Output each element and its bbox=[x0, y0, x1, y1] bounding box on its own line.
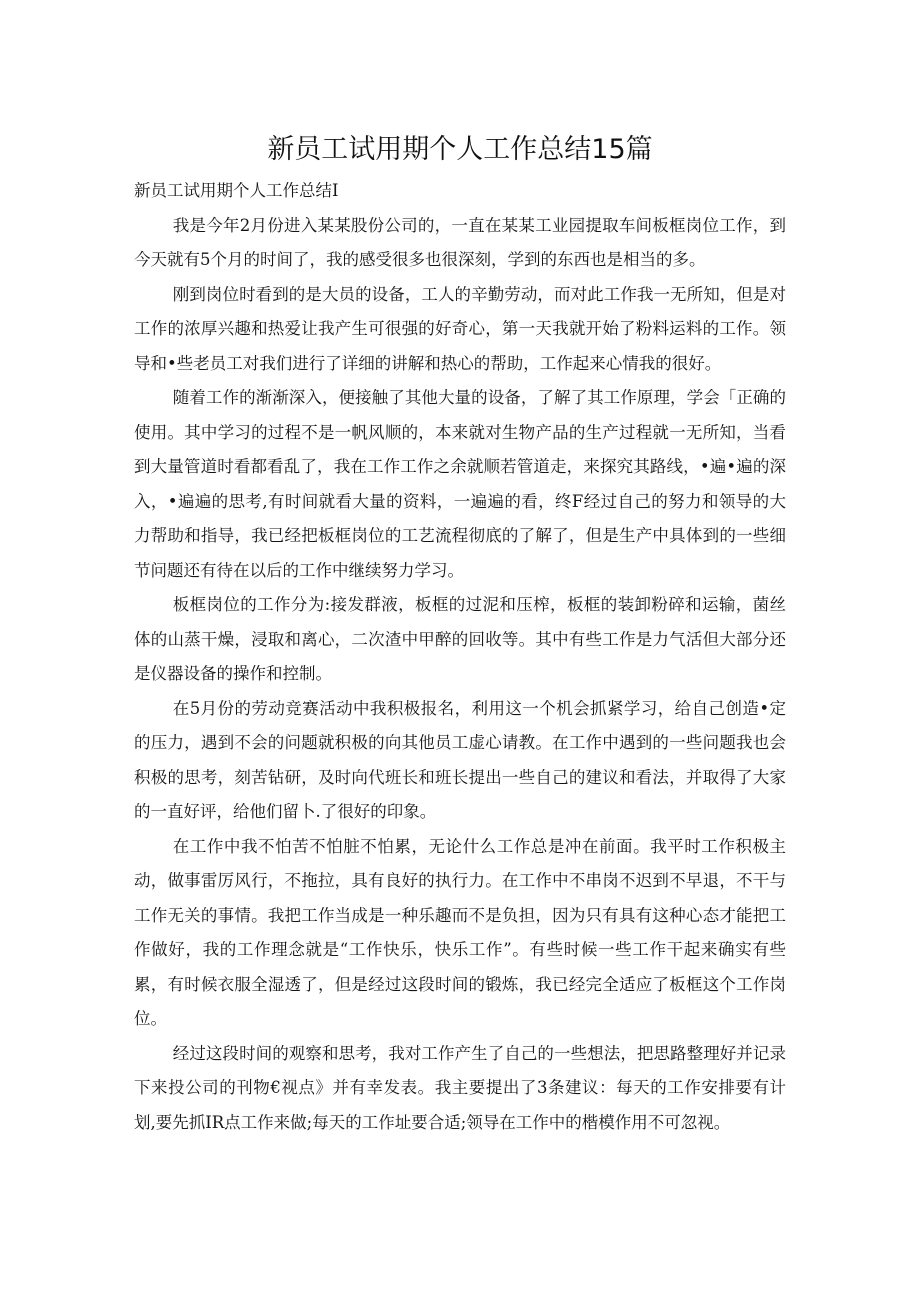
paragraph-7: 经过这段时间的观察和思考，我对工作产生了自己的一些想法，把思路整理好并记录下来投公司的刊物€视点》并有幸发表。我主要提出了3条建议：每天的工作安排要有计划,要先抓IR点工作来做;每天的工作址要合适;领导在工作中的楷模作用不可忽视。 bbox=[134, 1043, 786, 1132]
paragraph-3: 随着工作的渐渐深入，便接触了其他大量的设备，了解了其工作原理，学会「正确的使用。其中学习的过程不是一帆风顺的，本来就对生物产品的生产过程就一无所知，当看到大量管道时看都看乱了，我在工作工作之余就顺若管道走，来探究其路线，•遍•遍的深入，•遍遍的思考,有时间就看大量的资料，一遍遍的看，终F经过自己的努力和领导的大力帮助和指导，我已经把板框岗位的工艺流程彻底的了解了，但是生产中具体到的一些细节问题还有待在以后的工作中继续努力学习。 bbox=[134, 388, 786, 580]
paragraph-1: 我是今年2月份进入某某股份公司的，一直在某某工业园提取车间板框岗位工作，到今天就有5个月的时间了，我的感受很多也很深刻，学到的东西也是相当的多。 bbox=[134, 215, 786, 269]
section-heading: 新员工试用期个人工作总结I bbox=[134, 181, 339, 200]
document-title: 新员工试用期个人工作总结15篇 bbox=[267, 134, 653, 165]
paragraph-6: 在工作中我不怕苦不怕脏不怕累，无论什么工作总是冲在前面。我平时工作积极主动，做事雷厉风行，不拖拉，具有良好的执行力。在工作中不串岗不迟到不早退，不干与工作无关的事情。我把工作当成是一种乐趣而不是负担，因为只有具有这种心态才能把工作做好，我的工作理念就是“工作快乐，快乐工作”。有些时候一些工作干起来确实有些累，有时候衣服全湿透了，但是经过这段时间的锻炼，我已经完全适应了板框这个工作岗位。 bbox=[134, 836, 786, 1028]
document-body bbox=[134, 174, 786, 1140]
paragraph-2: 刚到岗位时看到的是大员的设备，工人的辛勤劳动，而对此工作我一无所知，但是对工作的浓厚兴趣和热爱让我产生可很强的好奇心，第一天我就开始了粉料运料的工作。领导和•些老员工对我们进行了详细的讲解和热心的帮助，工作起来心情我的很好。 bbox=[134, 284, 786, 373]
paragraph-5: 在5月份的劳动竞赛活动中我积极报名，利用这一个机会抓紧学习，给自己创造•定的压力，遇到不会的问题就积极的向其他员工虚心请教。在工作中遇到的一些问题我也会积极的思考，刻苦钻研，及时向代班长和班长提出一些自己的建议和看法，并取得了大家的一直好评，给他们留卜.了很好的印象。 bbox=[134, 698, 786, 821]
paragraph-4: 板框岗位的工作分为:接发群液，板框的过泥和压榨，板框的装卸粉碎和运输，菌丝体的山蒸干燥，浸取和离心，二次渣中甲醉的回收等。其中有些工作是力气活但大部分还是仪器设备的操作和控制。 bbox=[134, 595, 786, 683]
